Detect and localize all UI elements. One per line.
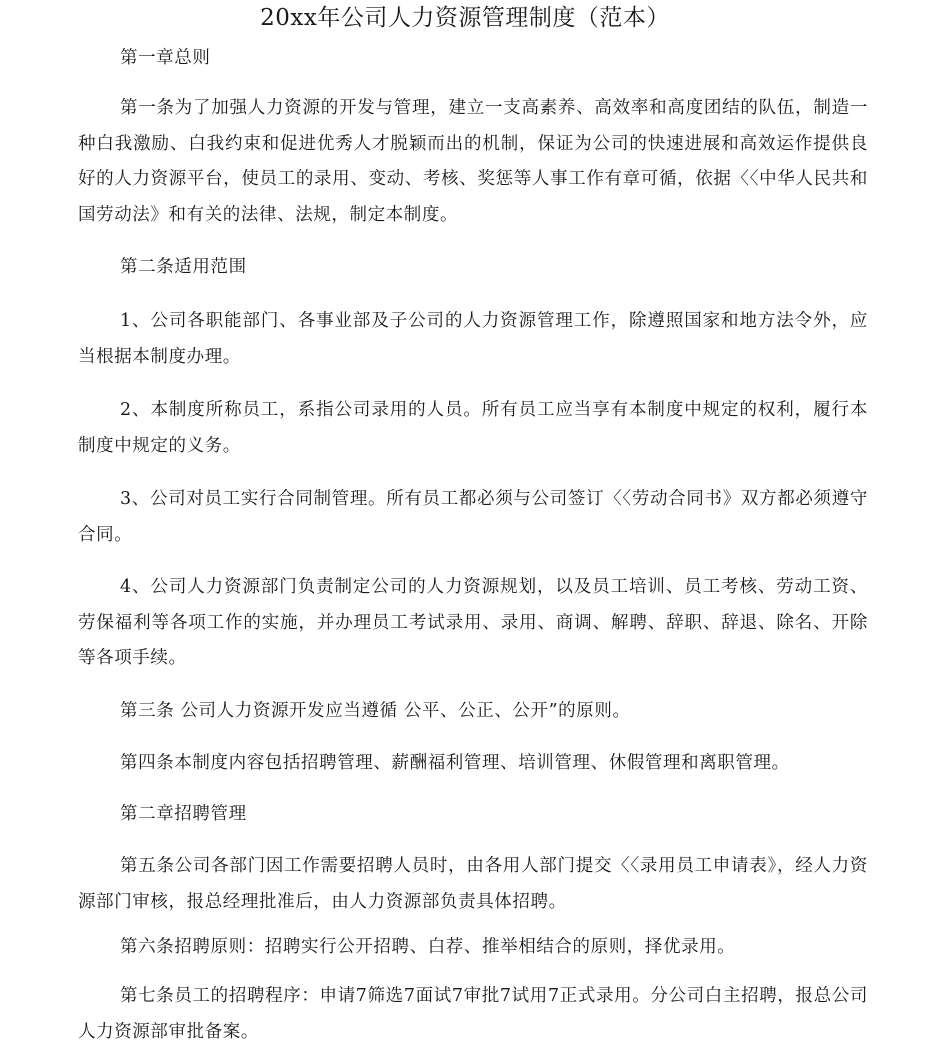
article-7-paragraph: 第七条员工的招聘程序：申请7筛选7面试7审批7试用7正式录用。分公司白主招聘，报总公司人力资源部审批备案。 (78, 986, 868, 1042)
chapter-heading-1: 第一章总则 (120, 48, 211, 68)
scope-item-3: 3、公司对员工实行合同制管理。所有员工都必须与公司签订〈〈劳动合同书》双方都必须遵守合同。 (78, 489, 868, 545)
chapter-heading-2: 第二章招聘管理 (120, 804, 247, 824)
article-5-paragraph: 第五条公司各部门因工作需要招聘人员时，由各用人部门提交〈〈录用员工申请表》，经人力资源部门审核，报总经理批准后，由人力资源部负责具体招聘。 (78, 856, 868, 912)
document-title: 20xx年公司人力资源管理制度（范本） (260, 5, 670, 31)
scope-item-4: 4、公司人力资源部门负责制定公司的人力资源规划，以及员工培训、员工考核、劳动工资、劳保福利等各项工作的实施，并办理员工考试录用、录用、商调、解聘、辞职、辞退、除名、开除等各项手续。 (78, 577, 868, 668)
article-6-paragraph: 第六条招聘原则：招聘实行公开招聘、白荐、推举相结合的原则，择优录用。 (120, 937, 736, 957)
article-2-heading: 第二条适用范围 (120, 257, 247, 277)
article-1-paragraph: 第一条为了加强人力资源的开发与管理，建立一支高素养、高效率和高度团结的队伍，制造一种白我激励、白我约束和促进优秀人才脱颖而出的机制，保证为公司的快速进展和高效运作提供良好的人力资源平台，使员工的录用、变动、考核、奖惩等人事工作有章可循，依据〈〈中华人民共和国劳动法》和有关的法律、法规，制定本制度。 (78, 98, 868, 225)
article-3-paragraph: 第三条 公司人力资源开发应当遵循 公平、公正、公开”的原则。 (120, 701, 631, 721)
scope-item-2: 2、本制度所称员工，系指公司录用的人员。所有员工应当享有本制度中规定的权利，履行本制度中规定的义务。 (78, 400, 868, 456)
article-4-paragraph: 第四条本制度内容包括招聘管理、薪酬福利管理、培训管理、休假管理和离职管理。 (120, 753, 790, 773)
scope-item-1: 1、公司各职能部门、各事业部及子公司的人力资源管理工作，除遵照国家和地方法令外，应当根据本制度办理。 (78, 311, 868, 367)
